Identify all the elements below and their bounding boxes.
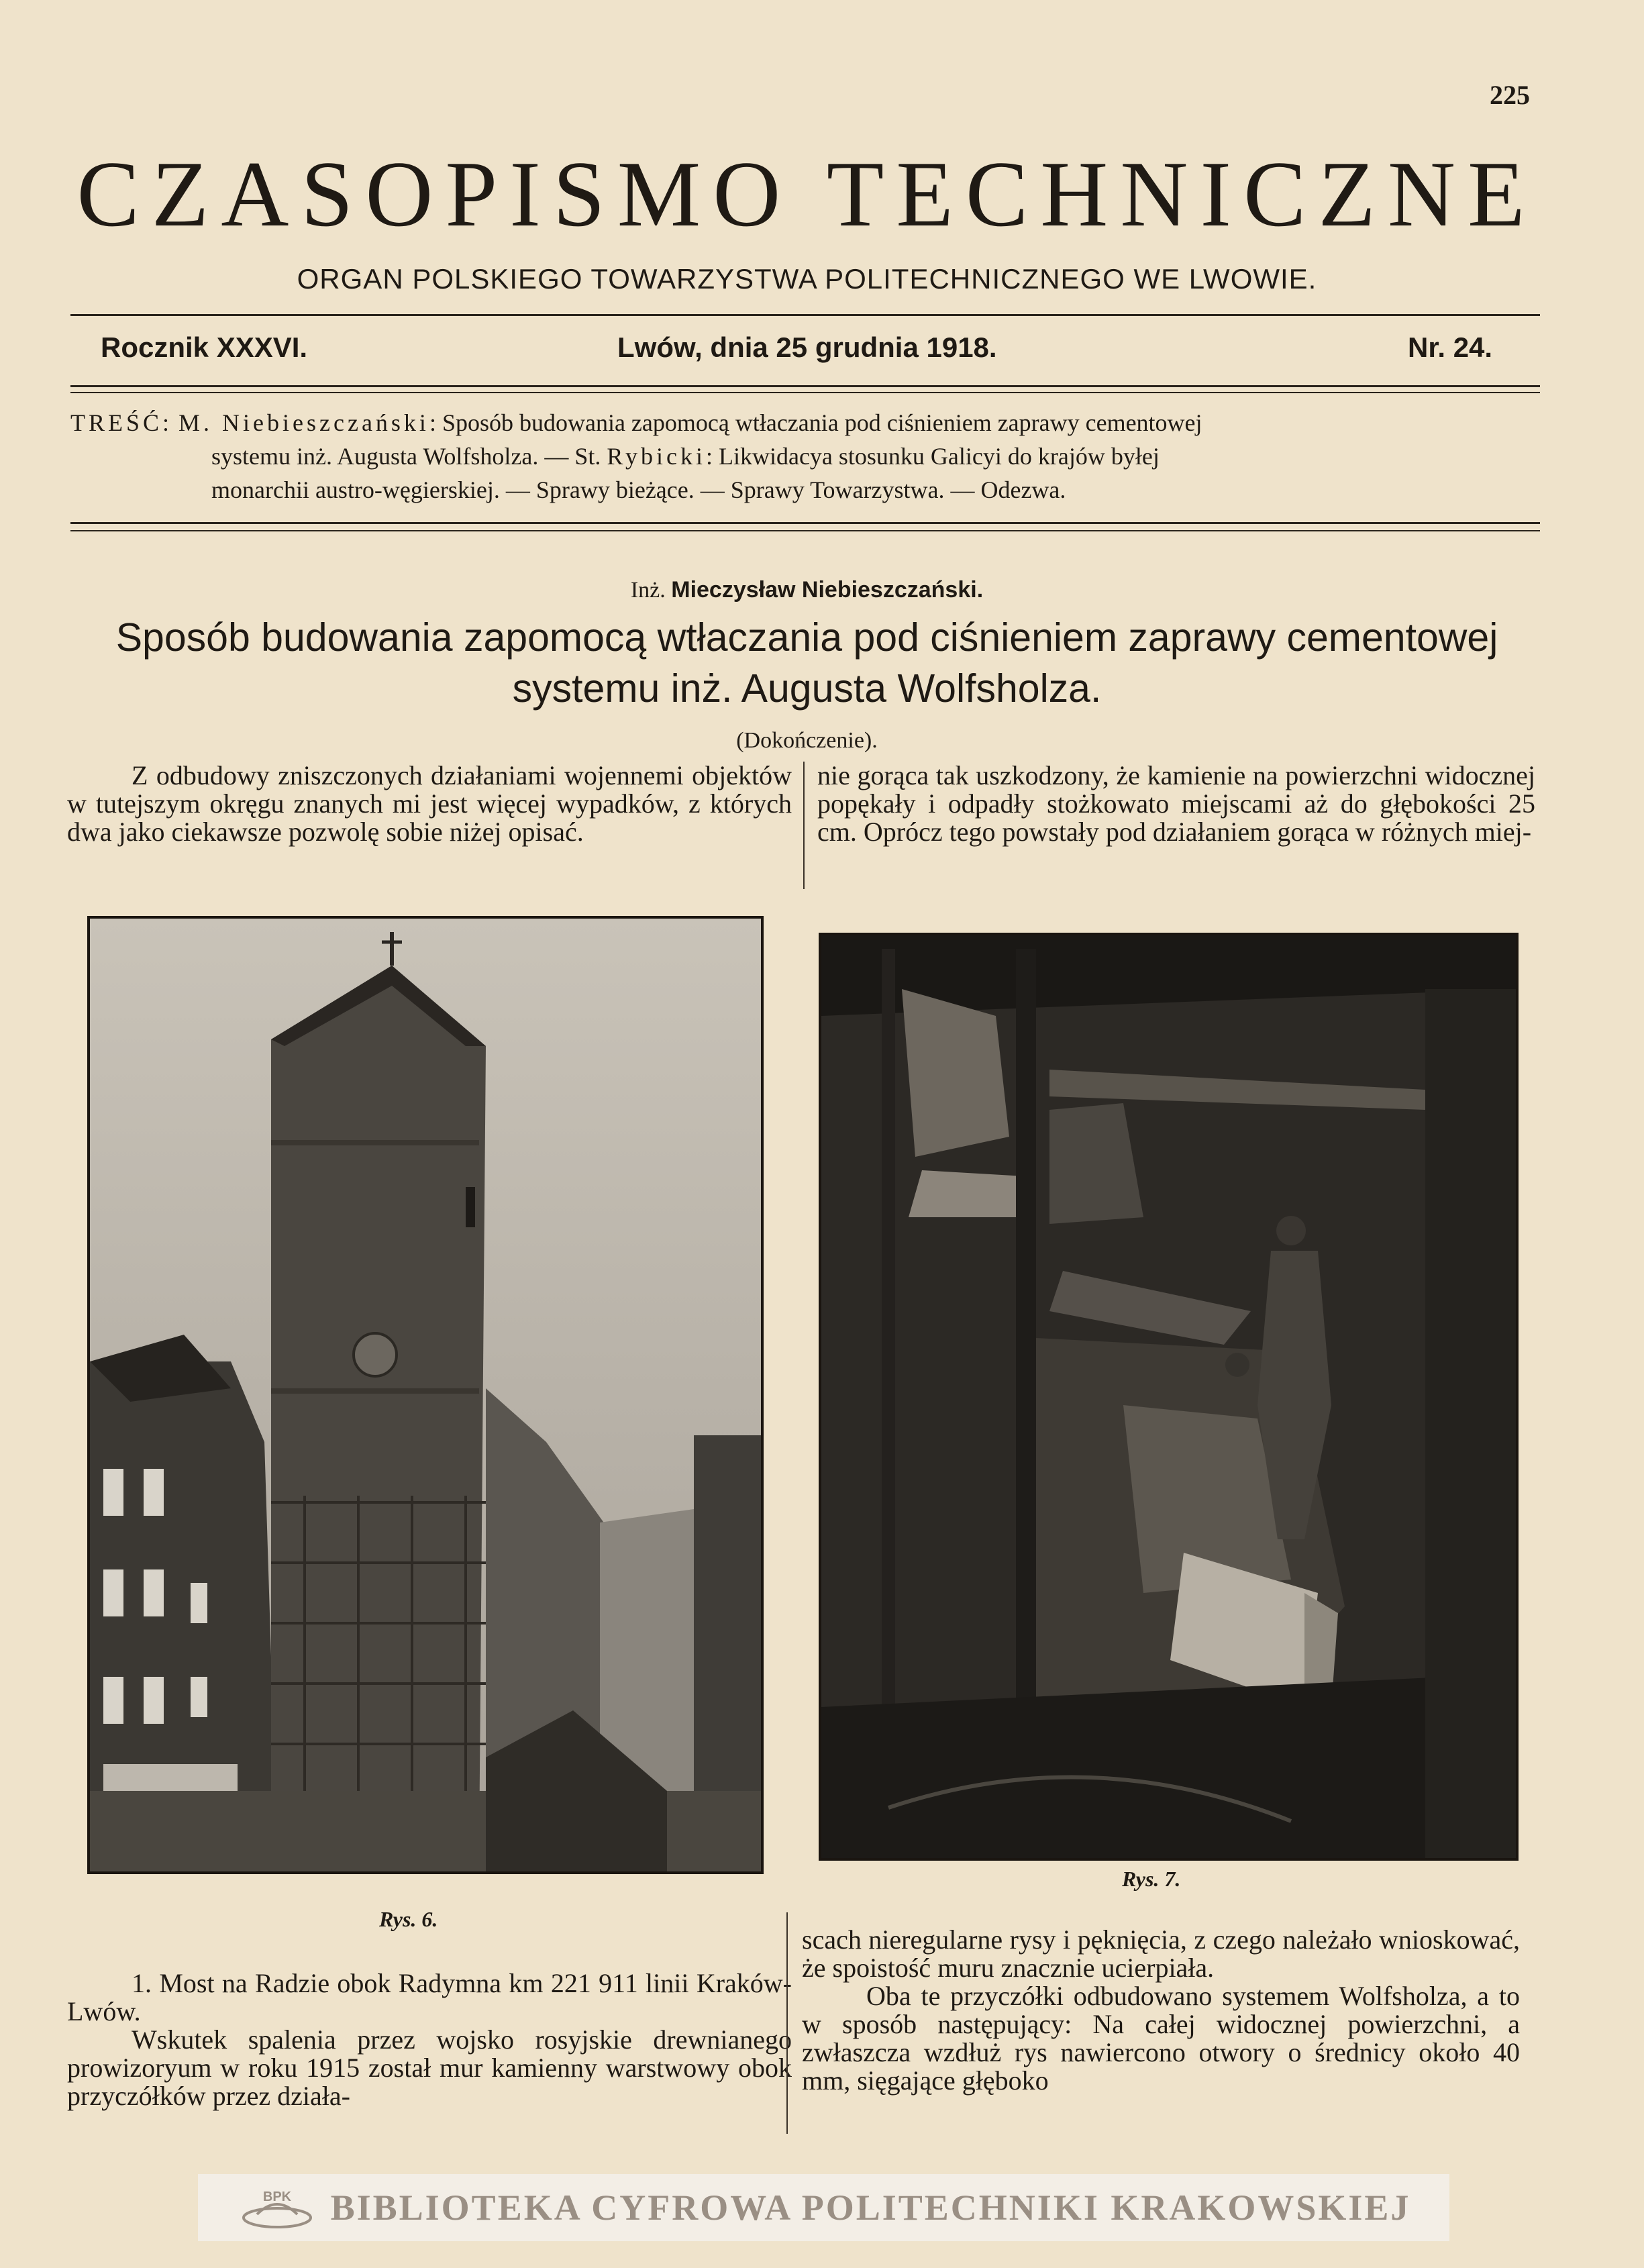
contents-rule-top-2 (70, 392, 1540, 393)
intro-right-column (817, 762, 1535, 846)
header-rule (70, 314, 1540, 316)
library-footer (198, 2174, 1449, 2241)
body-left-column (67, 1969, 792, 2110)
contents-line-2 (70, 440, 1540, 473)
author-name: Mieczysław Niebieszczański. (671, 577, 984, 603)
body-right-paragraph-2: Oba te przyczółki odbudowano systemem Wolfsholza, a to w sposób następujący: Na całej widocznej powierzchni, a zwłaszcza wzdłuż rys nawiercono otwory o średnicy około 40 mm, sięgające głęboko (802, 1981, 1520, 2096)
contents-entry-1: : Sposób budowania zapomocą wtłaczania pod ciśnieniem zaprawy cementowej (429, 409, 1202, 436)
figure-7-caption: Rys. 7. (1122, 1867, 1181, 1891)
contents-author-2: Rybicki (607, 443, 706, 470)
library-logo-icon (237, 2181, 317, 2234)
column-divider-bottom (786, 1912, 788, 2134)
article-title-line-2: systemu inż. Augusta Wolfsholza. (512, 666, 1102, 711)
table-of-contents (70, 406, 1540, 507)
article-title-line-1: Sposób budowania zapomocą wtłaczania pod ciśnieniem zaprawy cementowej (115, 615, 1498, 660)
page-number: 225 (1490, 80, 1530, 110)
figure-6-photo (87, 916, 764, 1874)
intro-left-column (67, 762, 792, 846)
figure-7-photo (819, 933, 1519, 1861)
article-title (70, 612, 1543, 714)
volume-label: Rocznik XXXVI. (101, 331, 308, 363)
body-right-paragraph-1: scach nieregularne rysy i pęknięcia, z czego należało wnioskować, że spoistość muru znacznie ucierpiała. (802, 1924, 1520, 1983)
author-prefix: Inż. (630, 578, 666, 603)
figure-6-caption: Rys. 6. (379, 1907, 438, 1931)
contents-author-1: M. Niebieszczański (178, 409, 429, 436)
body-right-column (802, 1926, 1520, 2095)
contents-rule-bottom (70, 522, 1540, 524)
contents-rule-bottom-2 (70, 530, 1540, 531)
contents-label: TREŚĆ: (70, 409, 173, 436)
body-left-paragraph: Wskutek spalenia przez wojsko rosyjskie drewnianego prowizoryum w roku 1915 został mur kamienny warstwowy obok przyczółków przez działa- (67, 2024, 792, 2111)
contents-line-3: monarchii austro-węgierskiej. — Sprawy bieżące. — Sprawy Towarzystwa. — Odezwa. (211, 476, 1066, 503)
masthead: CZASOPISMO TECHNICZNE (76, 142, 1537, 246)
masthead-subtitle: ORGAN POLSKIEGO TOWARZYSTWA POLITECHNICZNEGO WE LWOWIE. (297, 263, 1317, 295)
intro-right-paragraph: nie gorąca tak uszkodzony, że kamienie na powierzchni widocznej popękały i odpadły stożkowato miejscami aż do głębokości 25 cm. Oprócz tego powstały pod działaniem gorąca w różnych miej- (817, 760, 1535, 847)
column-divider-top (803, 762, 805, 889)
issue-number: Nr. 24. (1408, 331, 1493, 363)
library-logo-text: BPK (262, 2189, 291, 2204)
article-author (70, 577, 1543, 603)
continued-note: (Dokończenie). (736, 728, 878, 753)
library-name: BIBLIOTEKA CYFROWA POLITECHNIKI KRAKOWSKIEJ (330, 2187, 1411, 2228)
contents-line-1 (70, 406, 1540, 440)
place-date: Lwów, dnia 25 grudnia 1918. (617, 331, 997, 363)
contents-rule-top (70, 385, 1540, 387)
section-heading: 1. Most na Radzie obok Radymna km 221 911 linii Kraków-Lwów. (67, 1968, 792, 2026)
contents-entry-1-end: systemu inż. Augusta Wolfsholza. — St. (211, 443, 601, 470)
intro-left-paragraph: Z odbudowy zniszczonych działaniami wojennemi objektów w tutejszym okręgu znanych mi jest więcej wypadków, z których dwa jako ciekawsze pozwolę sobie niżej opisać. (67, 760, 792, 847)
contents-entry-2: : Likwidacya stosunku Galicyi do krajów byłej (705, 443, 1160, 470)
